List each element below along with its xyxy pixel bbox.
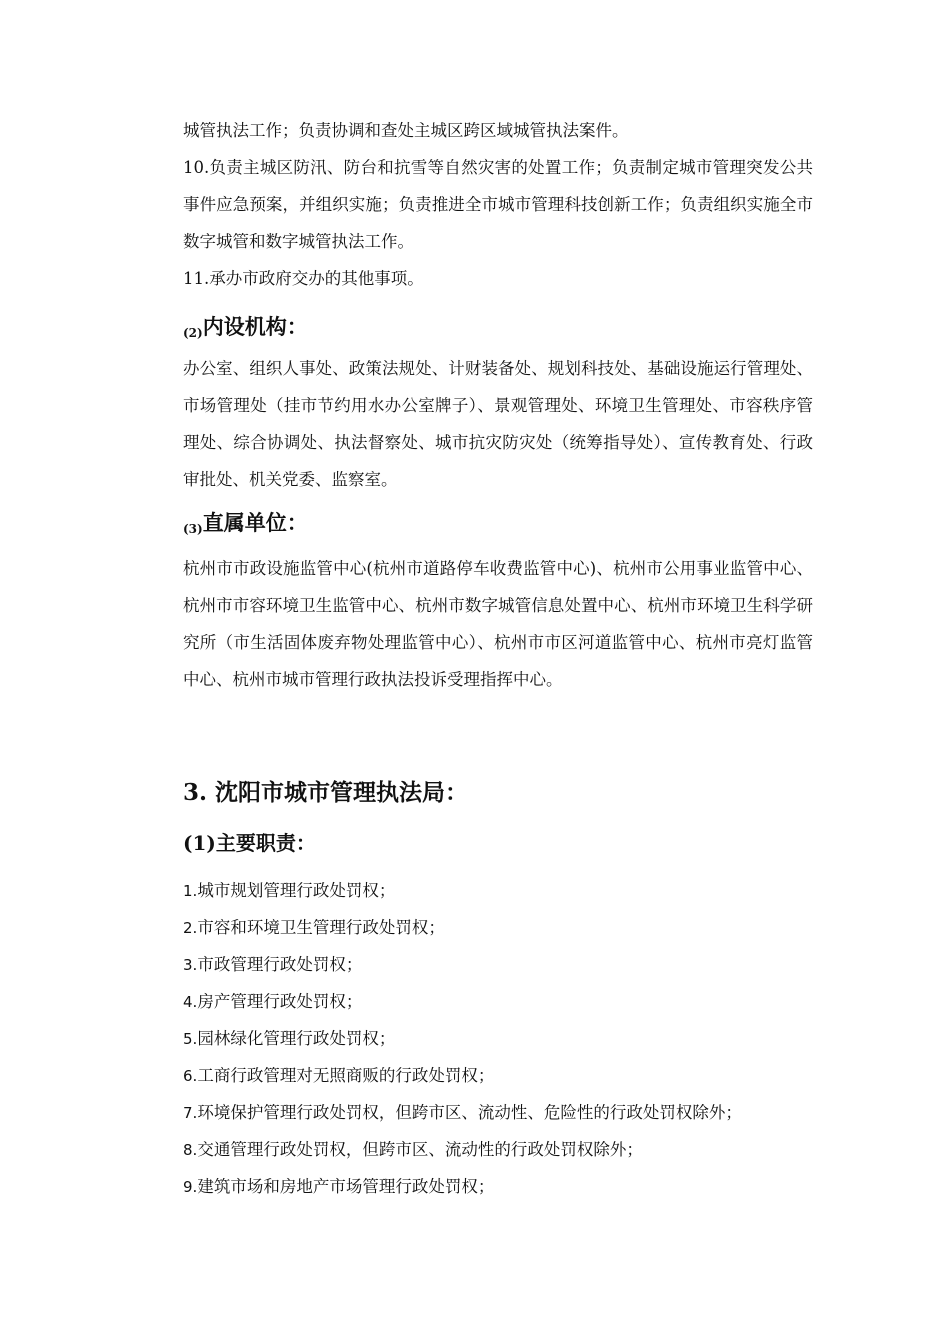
heading-main-duties: (1)主要职责： [183, 831, 316, 855]
list-item: 1.城市规划管理行政处罚权； [183, 881, 396, 900]
list-item: 9.建筑市场和房地产市场管理行政处罚权； [183, 1177, 495, 1196]
heading-title: 直属单位： [202, 510, 308, 535]
list-item: 8.交通管理行政处罚权，但跨市区、流动性的行政处罚权除外； [183, 1140, 643, 1159]
paragraph-continuation: 城管执法工作；负责协调和查处主城区跨区域城管执法案件。 [183, 121, 629, 140]
list-item: 6.工商行政管理对无照商贩的行政处罚权； [183, 1066, 495, 1085]
list-item: 3.市政管理行政处罚权； [183, 955, 363, 974]
heading-number: (3) [183, 522, 203, 536]
heading-direct-units [183, 508, 813, 544]
heading-internal-structure [183, 312, 813, 348]
paragraph-internal-structure: 办公室、组织人事处、政策法规处、计财装备处、规划科技处、基础设施运行管理处、市场管理处（挂市节约用水办公室牌子）、景观管理处、环境卫生管理处、市容秩序管理处、综合协调处、执法督察处、城市抗灾防灾处（统筹指导处）、宣传教育处、行政审批处、机关党委、监察室。 [183, 359, 813, 489]
list-item: 5.园林绿化管理行政处罚权； [183, 1029, 396, 1048]
paragraph-item-11: 11.承办市政府交办的其他事项。 [183, 269, 424, 288]
heading-title: 沈阳市城市管理执法局： [207, 779, 469, 806]
heading-title: 内设机构： [202, 314, 308, 339]
duties-list [183, 872, 813, 1205]
paragraph-direct-units: 杭州市市政设施监管中心(杭州市道路停车收费监管中心)、杭州市公用事业监管中心、杭州市市容环境卫生监管中心、杭州市数字城管信息处置中心、杭州市环境卫生科学研究所（市生活固体废弃物处理监管中心）、杭州市市区河道监管中心、杭州市亮灯监管中心、杭州市城市管理行政执法投诉受理指挥中心。 [183, 559, 813, 689]
heading-shenyang-bureau [183, 777, 813, 809]
paragraph-item-10: 10.负责主城区防汛、防台和抗雪等自然灾害的处置工作；负责制定城市管理突发公共事件应急预案，并组织实施；负责推进全市城市管理科技创新工作；负责组织实施全市数字城管和数字城管执法工作。 [183, 158, 813, 251]
list-item: 7.环境保护管理行政处罚权，但跨市区、流动性、危险性的行政处罚权除外； [183, 1103, 742, 1122]
heading-number: (2) [183, 326, 203, 340]
list-item: 2.市容和环境卫生管理行政处罚权； [183, 918, 445, 937]
list-item: 4.房产管理行政处罚权； [183, 992, 363, 1011]
heading-number: 3. [183, 779, 208, 806]
